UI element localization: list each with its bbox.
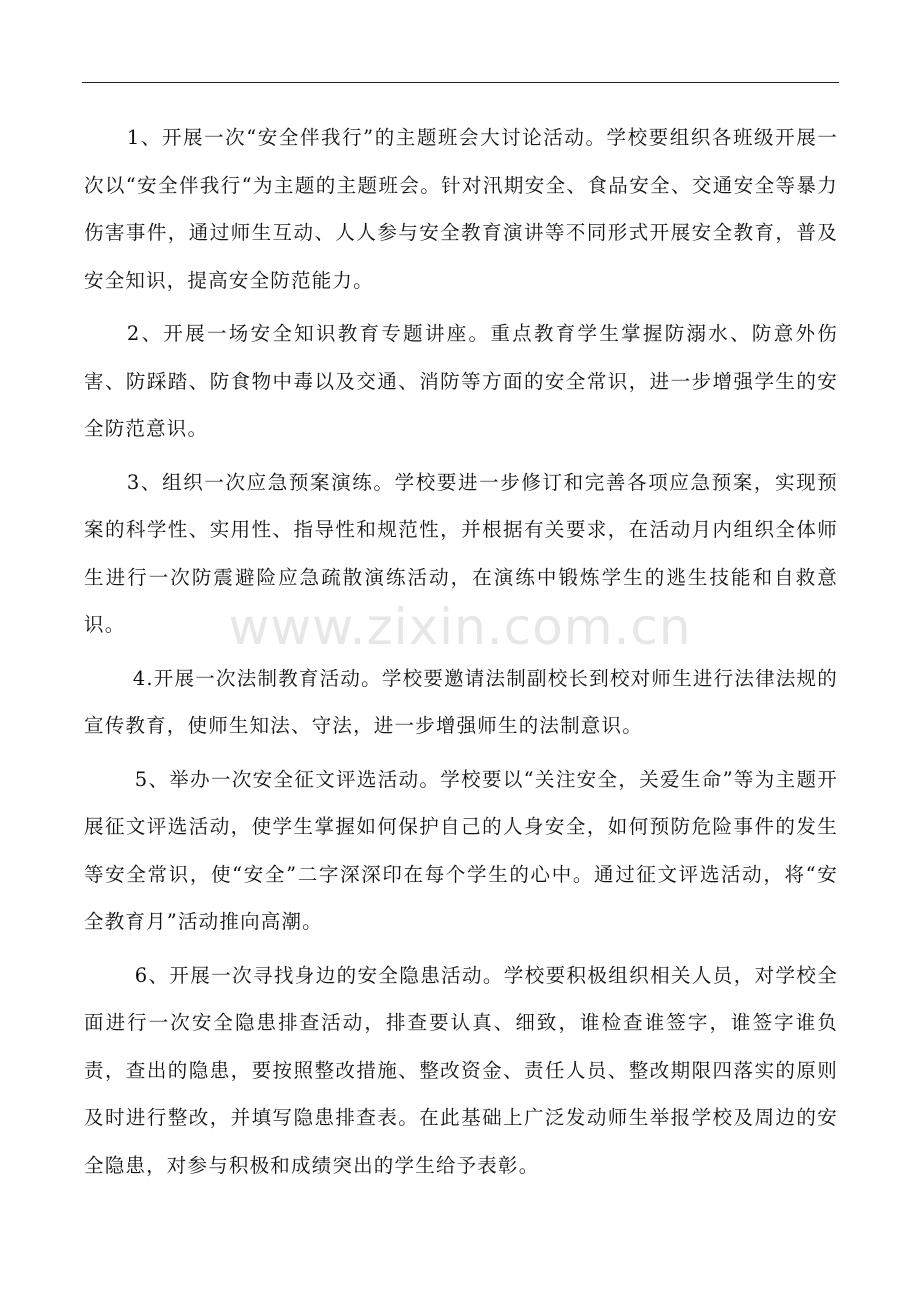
watermark: www.zixin.com.cn xyxy=(228,598,692,656)
paragraph-3: 3、组织一次应急预案演练。学校要进一步修订和完善各项应急预案，实现预案的科学性、实用性、指导性和规范性，并根据有关要求，在活动月内组织全体师生进行一次防震避险应急疏散演练活动，在演练中锻炼学生的逃生技能和自救意识。 xyxy=(84,470,838,636)
header-rule xyxy=(82,82,839,83)
document-body xyxy=(84,114,838,1195)
paragraph-2: 2、开展一场安全知识教育专题讲座。重点教育学生掌握防溺水、防意外伤害、防踩踏、防食物中毒以及交通、消防等方面的安全常识，进一步增强学生的安全防范意识。 xyxy=(84,322,838,440)
paragraph-6: 6、开展一次寻找身边的安全隐患活动。学校要积极组织相关人员，对学校全面进行一次安全隐患排查活动，排查要认真、细致，谁检查谁签字，谁签字谁负责，查出的隐患，要按照整改措施、整改资金、责任人员、整改期限四落实的原则及时进行整改，并填写隐患排查表。在此基础上广泛发动师生举报学校及周边的安全隐患，对参与积极和成绩突出的学生给予表彰。 xyxy=(84,963,838,1177)
paragraph-4: 4.开展一次法制教育活动。学校要邀请法制副校长到校对师生进行法律法规的宣传教育，使师生知法、守法，进一步增强师生的法制意识。 xyxy=(84,666,838,737)
paragraph-1: 1、开展一次“安全伴我行”的主题班会大讨论活动。学校要组织各班级开展一次以“安全伴我行“为主题的主题班会。针对汛期安全、食品安全、交通安全等暴力伤害事件，通过师生互动、人人参与安全教育演讲等不同形式开展安全教育，普及安全知识，提高安全防范能力。 xyxy=(84,126,838,292)
paragraph-5: 5、举办一次安全征文评选活动。学校要以“关注安全，关爱生命”等为主题开展征文评选活动，使学生掌握如何保护自己的人身安全，如何预防危险事件的发生等安全常识，使“安全”二字深深印在每个学生的心中。通过征文评选活动，将“安全教育月”活动推向高潮。 xyxy=(84,767,838,933)
